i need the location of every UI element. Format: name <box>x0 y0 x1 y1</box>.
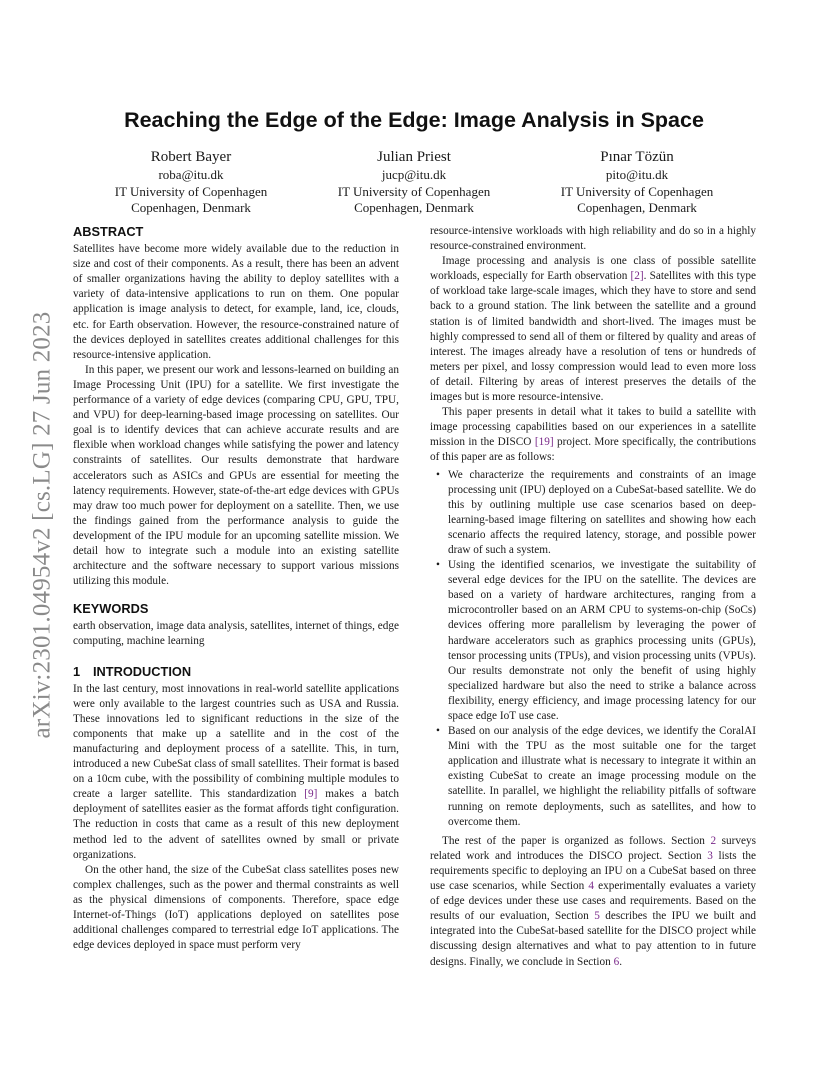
author-name: Pınar Tözün <box>600 149 674 165</box>
citation-link[interactable]: [19] <box>534 436 554 449</box>
abstract-heading: ABSTRACT <box>73 224 144 239</box>
left-column <box>73 224 399 953</box>
abstract-paragraph-2: In this paper, we present our work and lessons-learned on building an Image Processing Unit (IPU) for a satellite. We first investigate the performance of a variety of edge devices (comparing CPU, GPU, TPU, and VPU) for deep-learning-based image processing on satellites. Our goal is to identify devices that can achieve accurate results and are flexible when workload changes while satisfying the power and latency constraints of satellites. Our results demonstrate that hardware accelerators such as ASICs and GPUs are essential for meeting the latency requirements. However, state-of-the-art edge devices with GPUs may draw too much power for deployment on a satellite. Then, we use the findings gained from the performance analysis to guide the development of the IPU module for an upcoming satellite mission. We detail how to integrate such a module into an existing satellite architecture and the software necessary to support various missions utilizing this module. <box>73 363 399 588</box>
author-2 <box>303 148 525 217</box>
author-affiliation: IT University of Copenhagen <box>114 183 268 199</box>
list-item: • We characterize the requirements and constraints of an image processing unit (IPU) deployed on a CubeSat-based satellite. We do this by outlining multiple use case scenarios based on deep-learning-based image filtering on satellites and showing how each scenario affects the required latency, storage, and possible power draw of such a system. <box>436 468 756 556</box>
section-link[interactable]: 6 <box>613 955 620 968</box>
bullet-icon: • <box>436 559 440 572</box>
author-1 <box>80 148 302 217</box>
list-item: • Using the identified scenarios, we investigate the suitability of several edge devices for the IPU on the satellite. The devices are based on a variety of hardware architectures, ranging from a microcontroller based on an ARM CPU to systems-on-chip (SoCs) devices offering more parallelism by leveraging the power of hardware accelerators such as graphics processing units (GPUs), tensor processing units (TPUs), and vision processing units (VPUs). Our results demonstrate not only the benefit of using highly specialized hardware but also the need to strike a balance across flexibility, energy efficiency, and image processing latency for our space edge IoT use case. <box>436 559 756 722</box>
bullet-icon: • <box>436 725 440 738</box>
arxiv-identifier-text: arXiv:2301.04954v2 [cs.LG] 27 Jun 2023 <box>28 311 55 739</box>
author-email: jucp@itu.dk <box>381 167 447 182</box>
author-name: Julian Priest <box>377 149 451 165</box>
abstract-paragraph-1: Satellites have become more widely available due to the reduction in size and cost of their components. As a result, there has been an advent of smaller organizations having the ability to deploy satellites with a variety of data-intensive applications to run on them. One popular application is image analysis to detect, for example, land, ice, clouds, etc. for Earth observation. However, the resource-constrained nature of the devices deployed in satellites creates additional challenges for this resource-intensive application. <box>73 243 399 361</box>
keywords-text: earth observation, image data analysis, satellites, internet of things, edge computing, machine learning <box>73 620 399 648</box>
paper-title: Reaching the Edge of the Edge: Image Analysis in Space <box>124 108 704 132</box>
intro-paragraph-3: Image processing and analysis is one class of possible satellite workloads, especially for Earth observation [2]. Satellites with this type of workload take large-scale images, which they have to store and send back to a ground station. The link between the satellite and a ground station is of limited bandwidth and short-lived. The images must be highly compressed to send all of them or filtered by quality and areas of interest. The images already have a resolution of tens or hundreds of meters per pixel, and lossy compression would lead to even more loss of detail. Filtering by areas of interest preserves the details of the images but is more resource-intensive. <box>430 255 756 404</box>
intro-paragraph-4: This paper presents in detail what it takes to build a satellite with image processing capabilities based on our experiences in a satellite mission in the DISCO [19] project. More specifically, the contributions of this paper are as follows: <box>430 406 756 464</box>
section-link[interactable]: 5 <box>594 910 600 923</box>
section-link[interactable]: 3 <box>707 849 713 862</box>
keywords-heading: KEYWORDS <box>73 601 149 617</box>
list-item: • Based on our analysis of the edge devices, we identify the CoralAI Mini with the TPU as the most suitable one for the target application and illustrate what is necessary to integrate it within an existing CubeSat to create an image processing module on the satellite. In parallel, we highlight the reliability pitfalls of software running on remote deployments, such as satellites, and how to overcome them. <box>436 725 756 828</box>
arxiv-identifier <box>22 290 62 760</box>
citation-link[interactable]: [9] <box>304 788 318 801</box>
section-number: 1 <box>73 663 81 679</box>
introduction-heading <box>73 664 399 679</box>
intro-paragraph-1: In the last century, most innovations in real-world satellite applications were only available to the largest countries such as USA and Russia. These innovations led to significant reductions in the size of the components that make up a satellite and in the cost of the manufacturing and deployment process of a satellite. This, in turn, introduced a new CubeSat class of small satellites. Their format is based on a 10cm cube, with the possibility of combining multiple modules to create a larger satellite. This standardization [9] makes a batch deployment of satellites easier as the format affords tight configuration. The reduction in costs that came as a result of this new deployment method led to the advent of satellites owned by small or private organizations. <box>73 682 399 861</box>
author-email: roba@itu.dk <box>158 167 224 182</box>
author-name: Robert Bayer <box>150 149 232 165</box>
section-link[interactable]: 2 <box>710 834 717 847</box>
author-location: Copenhagen, Denmark <box>131 200 251 215</box>
author-affiliation: IT University of Copenhagen <box>337 183 491 199</box>
author-affiliation: IT University of Copenhagen <box>560 183 714 199</box>
contributions-list <box>430 468 756 830</box>
section-link[interactable]: 4 <box>588 880 594 893</box>
intro-paragraph-5: The rest of the paper is organized as follows. Section 2 surveys related work and introduces the DISCO project. Section 3 lists the requirements specific to deploying an IPU on a CubeSat based on three use case scenarios, while Section 4 experimentally evaluates a variety of edge devices under these use cases and requirements. Based on the results of our evaluation, Section 5 describes the IPU we built and integrated into the CubeSat-based satellite for the DISCO project while discussing design alternatives and what to pay attention to in future designs. Finally, we conclude in Section 6. <box>430 834 757 968</box>
intro-paragraph-2-continued: resource-intensive workloads with high reliability and do so in a highly resource-constrained environment. <box>430 225 756 253</box>
section-title: INTRODUCTION <box>93 663 192 679</box>
author-email: pito@itu.dk <box>605 167 669 182</box>
right-column <box>430 224 756 970</box>
author-3 <box>526 148 748 217</box>
author-block <box>80 148 748 217</box>
citation-link[interactable]: [2] <box>630 270 644 283</box>
author-location: Copenhagen, Denmark <box>577 200 697 215</box>
author-location: Copenhagen, Denmark <box>354 200 474 215</box>
bullet-icon: • <box>436 468 440 481</box>
intro-paragraph-2: On the other hand, the size of the CubeSat class satellites poses new complex challenges, such as the power and thermal constraints as well as the physical dimensions of components. Therefore, space edge Internet-of-Things (IoT) applications deployed on satellites pose additional challenges compared to terrestrial edge IoT applications. The edge devices deployed in space must perform very <box>73 863 399 952</box>
